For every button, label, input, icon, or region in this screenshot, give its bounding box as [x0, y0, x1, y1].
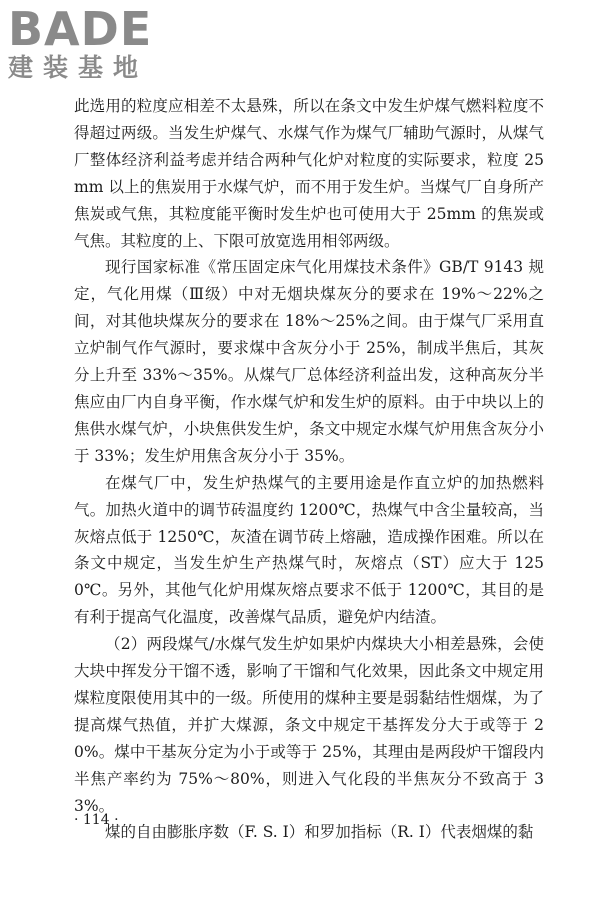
paragraph-5: 煤的自由膨胀序数（F. S. I）和罗加指标（R. I）代表烟煤的黏 [105, 823, 534, 842]
paragraph-1: 此选用的粒度应相差不太悬殊，所以在条文中发生炉煤气燃料粒度不得超过两级。当发生炉煤气、水煤气作为煤气厂辅助气源时，从煤气厂整体经济利益考虑并结合两种气化炉对粒度的实际要求，粒度 25mm 以上的焦炭用于水煤气炉，而不用于发生炉。当煤气厂自身所产焦炭或气焦，其粒度能平衡时发生炉也可使用大于 25mm 的焦炭或气焦。其粒度的上、下限可放宽选用相邻两级。 [74, 97, 544, 250]
bade-logo [8, 2, 178, 88]
paragraph-4: （2）两段煤气/水煤气发生炉如果炉内煤块大小相差悬殊，会使大块中挥发分干馏不透，影响了干馏和气化效果，因此条文中规定用煤粒度限使用其中的一级。所使用的煤种主要是弱黏结性烟煤，为了提高煤气热值，并扩大煤源，条文中规定干基挥发分大于或等于 20%。煤中干基灰分定为小于或等于 25%，其理由是两段炉干馏段内半焦产率约为 75%～80%，则进入气化段的半焦灰分不致高于 33%。 [74, 635, 544, 815]
logo-subtitle: 建装基地 [8, 53, 149, 82]
document-body [74, 93, 544, 846]
logo-brand: BADE [8, 2, 153, 56]
paragraph-2: 现行国家标准《常压固定床气化用煤技术条件》GB/T 9143 规定，气化用煤（Ⅲ级）中对无烟块煤灰分的要求在 19%～22%之间，对其他块煤灰分的要求在 18%～25%之间。由于煤气厂采用直立炉制气作气源时，要求煤中含灰分小于 25%，制成半焦后，其灰分上升至 33%～35%。从煤气厂总体经济利益出发，这种高灰分半焦应由厂内自身平衡，作水煤气炉和发生炉的原料。由于中块以上的焦供水煤气炉，小块焦供发生炉，条文中规定水煤气炉用焦含灰分小于 33%；发生炉用焦含灰分小于 35%。 [74, 258, 544, 465]
paragraph-3: 在煤气厂中，发生炉热煤气的主要用途是作直立炉的加热燃料气。加热火道中的调节砖温度约 1200℃，热煤气中含尘量较高，当灰熔点低于 1250℃，灰渣在调节砖上熔融，造成操作困难。所以在条文中规定，当发生炉生产热煤气时，灰熔点（ST）应大于 1250℃。另外，其他气化炉用煤灰熔点要求不低于 1200℃，其目的是有利于提高气化温度，改善煤气品质，避免炉内结渣。 [74, 473, 544, 627]
page-number: · 114 · [74, 812, 119, 828]
